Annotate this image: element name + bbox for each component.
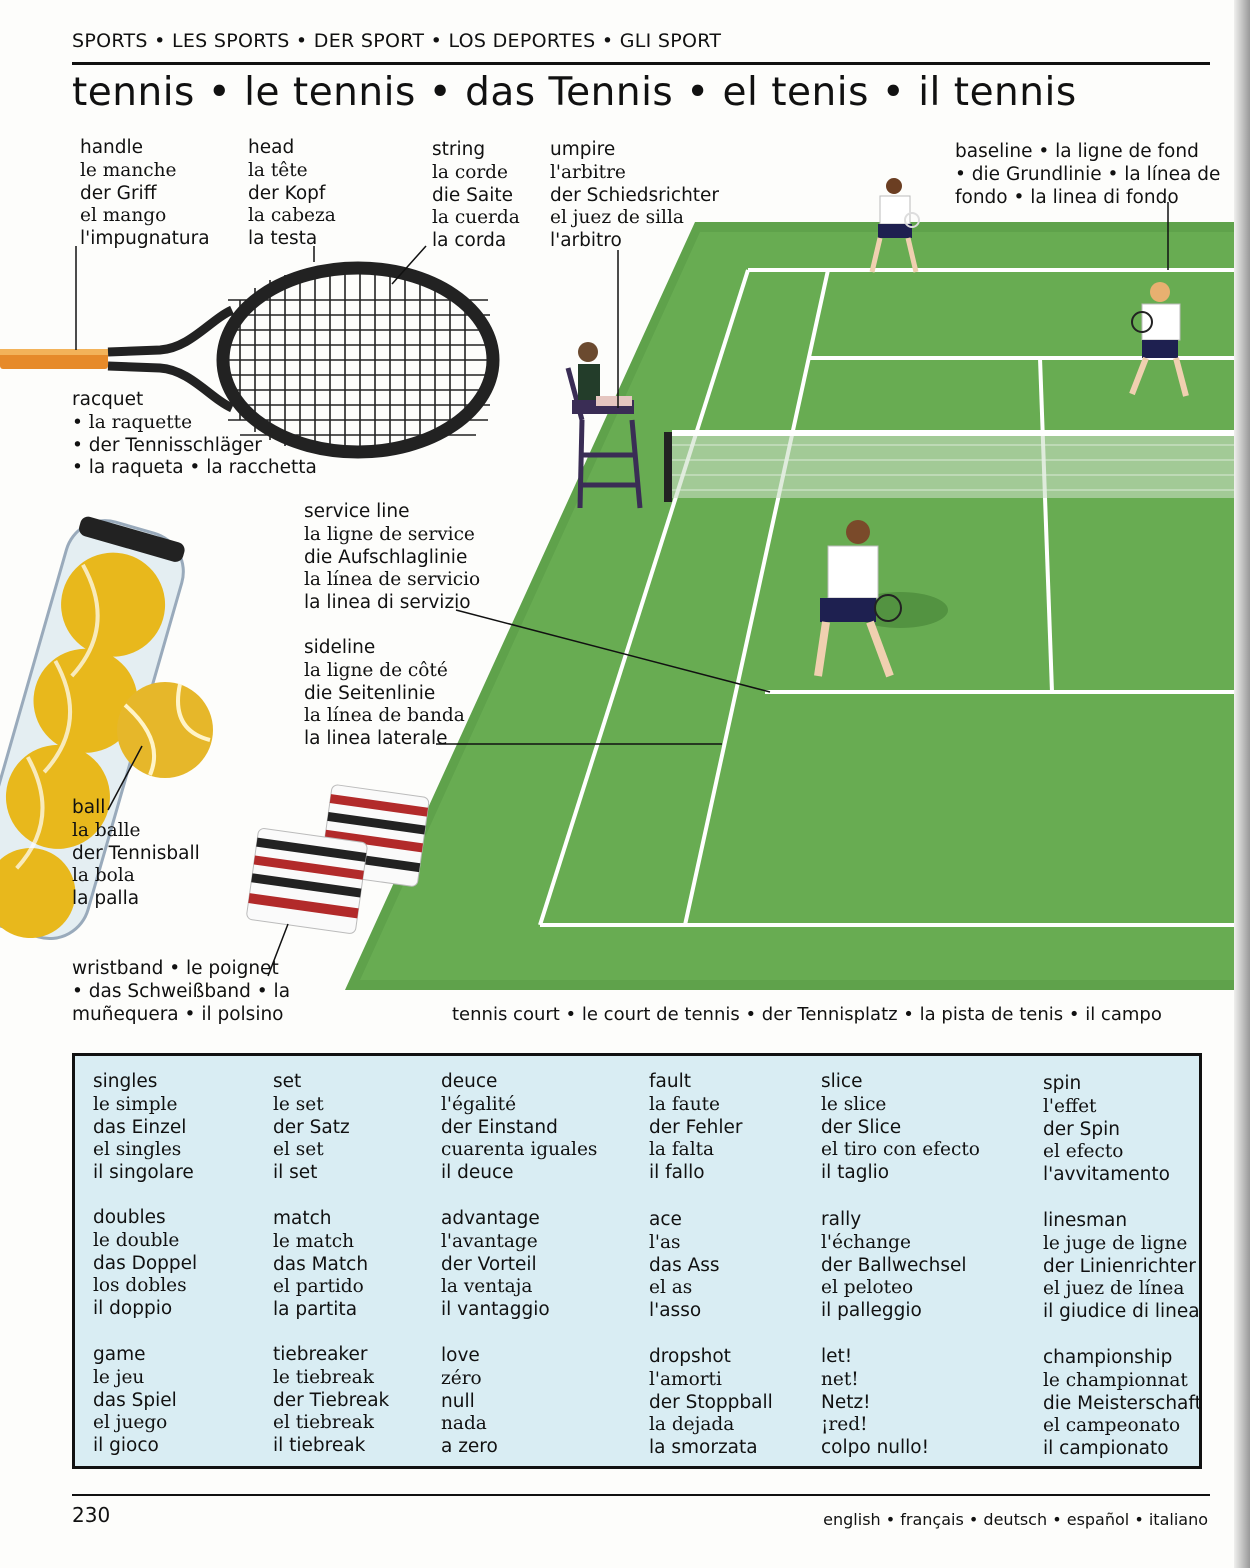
label-ball-fr: la balle [72, 819, 141, 841]
vocab-championship-it: il campionato [1043, 1438, 1169, 1460]
vocab-ace-es: el as [649, 1277, 693, 1299]
vocab-deuce-fr: l'égalité [441, 1093, 517, 1115]
vocab-set-de: der Satz [273, 1116, 350, 1138]
vocab-dropshot-es: la dejada [649, 1414, 735, 1436]
label-baseline [955, 141, 1220, 209]
vocab-doubles-de: das Doppel [93, 1252, 198, 1274]
label-service-line-en: service line [304, 501, 410, 522]
vocab-set-it: il set [273, 1162, 318, 1184]
vocab-fault-en: fault [649, 1071, 691, 1092]
vocab-set-fr: le set [273, 1093, 324, 1115]
vocab-let-it: colpo nullo! [821, 1437, 930, 1459]
vocab-championship [1043, 1347, 1202, 1461]
vocab-dropshot-it: la smorzata [649, 1437, 758, 1459]
vocab-doubles-fr: le double [93, 1229, 180, 1251]
vocab-set-es: el set [273, 1139, 324, 1161]
vocab-rally-fr: l'échange [821, 1231, 911, 1253]
label-sideline-es: la línea de banda [304, 705, 465, 727]
vocab-singles-es: el singles [93, 1139, 182, 1161]
vocab-fault-it: il fallo [649, 1162, 705, 1184]
vocab-tiebreaker [273, 1344, 389, 1458]
label-service-line-it: la linea di servizio [304, 592, 471, 614]
vocab-dropshot-de: der Stoppball [649, 1391, 773, 1413]
label-umpire [550, 139, 719, 253]
label-service-line-de: die Aufschlaglinie [304, 546, 468, 568]
bottom-rule [72, 1494, 1210, 1496]
label-service-line-es: la línea de servicio [304, 569, 481, 591]
label-ball-it: la palla [72, 888, 140, 910]
vocab-championship-es: el campeonato [1043, 1415, 1181, 1437]
vocab-singles-en: singles [93, 1071, 158, 1092]
vocab-love-fr: zéro [441, 1367, 482, 1389]
vocab-deuce-es: cuarenta iguales [441, 1139, 598, 1161]
label-handle-en: handle [80, 137, 144, 158]
page-title: tennis • le tennis • das Tennis • el tenis • il tennis [72, 70, 1077, 115]
vocab-love [441, 1345, 498, 1459]
vocab-match-en: match [273, 1208, 332, 1229]
label-racquet [72, 389, 317, 480]
label-sideline [304, 637, 465, 751]
vocab-love-it: a zero [441, 1436, 498, 1458]
vocab-dropshot-en: dropshot [649, 1346, 731, 1367]
label-head-en: head [248, 137, 295, 158]
label-ball-en: ball [72, 797, 106, 818]
vocab-dropshot [649, 1346, 773, 1460]
label-head-it: la testa [248, 228, 318, 250]
label-string-de: die Saite [432, 184, 514, 206]
court-caption: tennis court • le court de tennis • der Tennisplatz • la pista de tenis • il campo [452, 1004, 1162, 1025]
label-head-fr: la tête [248, 159, 308, 181]
vocab-game-en: game [93, 1344, 146, 1365]
vocab-dropshot-fr: l'amorti [649, 1368, 722, 1390]
vocab-rally-it: il palleggio [821, 1300, 922, 1322]
vocab-spin-fr: l'effet [1043, 1095, 1097, 1117]
page-edge-shadow [1234, 0, 1250, 1568]
vocab-ace-fr: l'as [649, 1231, 681, 1253]
vocab-tiebreaker-fr: le tiebreak [273, 1366, 374, 1388]
vocab-linesman [1043, 1210, 1200, 1324]
vocab-tiebreaker-de: der Tiebreak [273, 1389, 390, 1411]
vocab-deuce-en: deuce [441, 1071, 498, 1092]
vocab-rally-de: der Ballwechsel [821, 1254, 967, 1276]
vocab-advantage-es: la ventaja [441, 1276, 533, 1298]
label-ball [72, 797, 200, 911]
label-racquet-es-it: • la raqueta • la racchetta [72, 457, 317, 479]
vocab-singles-de: das Einzel [93, 1116, 187, 1138]
vocab-rally-en: rally [821, 1209, 862, 1230]
vocab-deuce-it: il deuce [441, 1162, 514, 1184]
page-number: 230 [72, 1503, 111, 1527]
vocab-slice [821, 1071, 980, 1185]
vocab-set-en: set [273, 1071, 302, 1092]
label-string-en: string [432, 139, 486, 160]
label-racquet-de: • der Tennisschläger [72, 434, 262, 456]
vocab-singles [93, 1071, 194, 1185]
label-head-es: la cabeza [248, 205, 336, 227]
label-wristband-line2: • das Schweißband • la [72, 980, 291, 1002]
label-baseline-line3: fondo • la linea di fondo [955, 186, 1179, 208]
label-string-it: la corda [432, 230, 507, 252]
label-ball-es: la bola [72, 865, 135, 887]
label-handle-de: der Griff [80, 182, 157, 204]
vocab-championship-en: championship [1043, 1347, 1173, 1368]
vocab-match-it: la partita [273, 1299, 358, 1321]
vocab-match-de: das Match [273, 1253, 369, 1275]
section-header: SPORTS • LES SPORTS • DER SPORT • LOS DEPORTES • GLI SPORT [72, 30, 722, 52]
vocab-linesman-es: el juez de línea [1043, 1278, 1185, 1300]
label-baseline-line2: • die Grundlinie • la línea de [955, 163, 1221, 185]
label-sideline-de: die Seitenlinie [304, 682, 436, 704]
vocab-spin [1043, 1073, 1170, 1187]
vocab-game [93, 1344, 177, 1458]
vocab-advantage-it: il vantaggio [441, 1299, 550, 1321]
label-umpire-es: el juez de silla [550, 207, 684, 229]
label-handle [80, 137, 210, 251]
vocab-linesman-it: il giudice di linea [1043, 1301, 1200, 1323]
label-head [248, 137, 336, 251]
vocab-tiebreaker-en: tiebreaker [273, 1344, 368, 1365]
vocab-fault-fr: la faute [649, 1093, 721, 1115]
vocab-advantage [441, 1208, 550, 1322]
label-umpire-it: l'arbitro [550, 230, 622, 252]
label-umpire-fr: l'arbitre [550, 161, 626, 183]
vocab-doubles-en: doubles [93, 1207, 166, 1228]
vocab-championship-de: die Meisterschaft [1043, 1392, 1202, 1414]
label-wristband [72, 958, 290, 1026]
vocab-doubles [93, 1207, 197, 1321]
vocab-match [273, 1208, 368, 1322]
vocab-spin-de: der Spin [1043, 1118, 1120, 1140]
label-sideline-fr: la ligne de côté [304, 659, 448, 681]
label-baseline-line1: baseline • la ligne de fond [955, 141, 1199, 162]
label-handle-fr: le manche [80, 159, 177, 181]
label-service-line [304, 501, 480, 615]
vocab-spin-en: spin [1043, 1073, 1082, 1094]
vocab-slice-de: der Slice [821, 1116, 902, 1138]
vocab-game-es: el juego [93, 1412, 168, 1434]
vocab-spin-es: el efecto [1043, 1141, 1124, 1163]
vocab-game-fr: le jeu [93, 1366, 145, 1388]
vocab-spin-it: l'avvitamento [1043, 1164, 1170, 1186]
vocab-linesman-de: der Linienrichter [1043, 1255, 1196, 1277]
vocab-match-es: el partido [273, 1276, 364, 1298]
vocab-slice-es: el tiro con efecto [821, 1139, 980, 1161]
vocab-advantage-en: advantage [441, 1208, 540, 1229]
vocab-love-es: nada [441, 1413, 487, 1435]
vocab-ace-it: l'asso [649, 1300, 702, 1322]
vocab-set [273, 1071, 350, 1185]
label-string-es: la cuerda [432, 207, 520, 229]
vocab-let-en: let! [821, 1346, 853, 1367]
language-footer: english • français • deutsch • español • italiano [823, 1510, 1208, 1529]
vocab-love-en: love [441, 1345, 480, 1366]
vocab-fault-de: der Fehler [649, 1116, 743, 1138]
vocab-slice-en: slice [821, 1071, 863, 1092]
vocab-doubles-es: los dobles [93, 1275, 187, 1297]
label-handle-it: l'impugnatura [80, 228, 210, 250]
vocab-slice-it: il taglio [821, 1162, 890, 1184]
label-head-de: der Kopf [248, 182, 326, 204]
vocab-match-fr: le match [273, 1230, 355, 1252]
label-umpire-de: der Schiedsrichter [550, 184, 720, 206]
label-service-line-fr: la ligne de service [304, 523, 475, 545]
vocab-deuce [441, 1071, 597, 1185]
vocab-rally-es: el peloteo [821, 1277, 914, 1299]
vocab-rally [821, 1209, 967, 1323]
vocab-doubles-it: il doppio [93, 1298, 173, 1320]
vocab-singles-fr: le simple [93, 1093, 178, 1115]
vocab-tiebreaker-es: el tiebreak [273, 1412, 374, 1434]
vocab-linesman-en: linesman [1043, 1210, 1128, 1231]
label-string-fr: la corde [432, 161, 508, 183]
label-ball-de: der Tennisball [72, 842, 200, 864]
vocab-ace-de: das Ass [649, 1254, 720, 1276]
vocab-let-de: Netz! [821, 1391, 871, 1413]
label-handle-es: el mango [80, 205, 167, 227]
vocab-championship-fr: le championnat [1043, 1369, 1188, 1391]
label-string [432, 139, 520, 253]
label-sideline-en: sideline [304, 637, 376, 658]
label-racquet-en: racquet [72, 389, 144, 410]
vocab-advantage-fr: l'avantage [441, 1230, 538, 1252]
vocab-tiebreaker-it: il tiebreak [273, 1435, 366, 1457]
vocab-let [821, 1346, 929, 1460]
vocab-fault-es: la falta [649, 1139, 715, 1161]
vocab-fault [649, 1071, 742, 1185]
vocab-game-it: il gioco [93, 1435, 159, 1457]
vocab-let-fr: net! [821, 1368, 859, 1390]
vocab-let-es: ¡red! [821, 1414, 868, 1436]
vocab-advantage-de: der Vorteil [441, 1253, 537, 1275]
vocabulary-box [72, 1053, 1202, 1469]
vocab-love-de: null [441, 1390, 475, 1412]
vocab-singles-it: il singolare [93, 1162, 194, 1184]
vocab-ace-en: ace [649, 1209, 682, 1230]
vocab-linesman-fr: le juge de ligne [1043, 1232, 1188, 1254]
vocab-game-de: das Spiel [93, 1389, 177, 1411]
vocab-slice-fr: le slice [821, 1093, 887, 1115]
label-umpire-en: umpire [550, 139, 616, 160]
vocab-deuce-de: der Einstand [441, 1116, 558, 1138]
label-wristband-line3: muñequera • il polsino [72, 1003, 284, 1025]
label-racquet-fr: • la raquette [72, 411, 193, 433]
label-sideline-it: la linea laterale [304, 728, 448, 750]
vocab-ace [649, 1209, 720, 1323]
label-wristband-line1: wristband • le poignet [72, 958, 279, 979]
